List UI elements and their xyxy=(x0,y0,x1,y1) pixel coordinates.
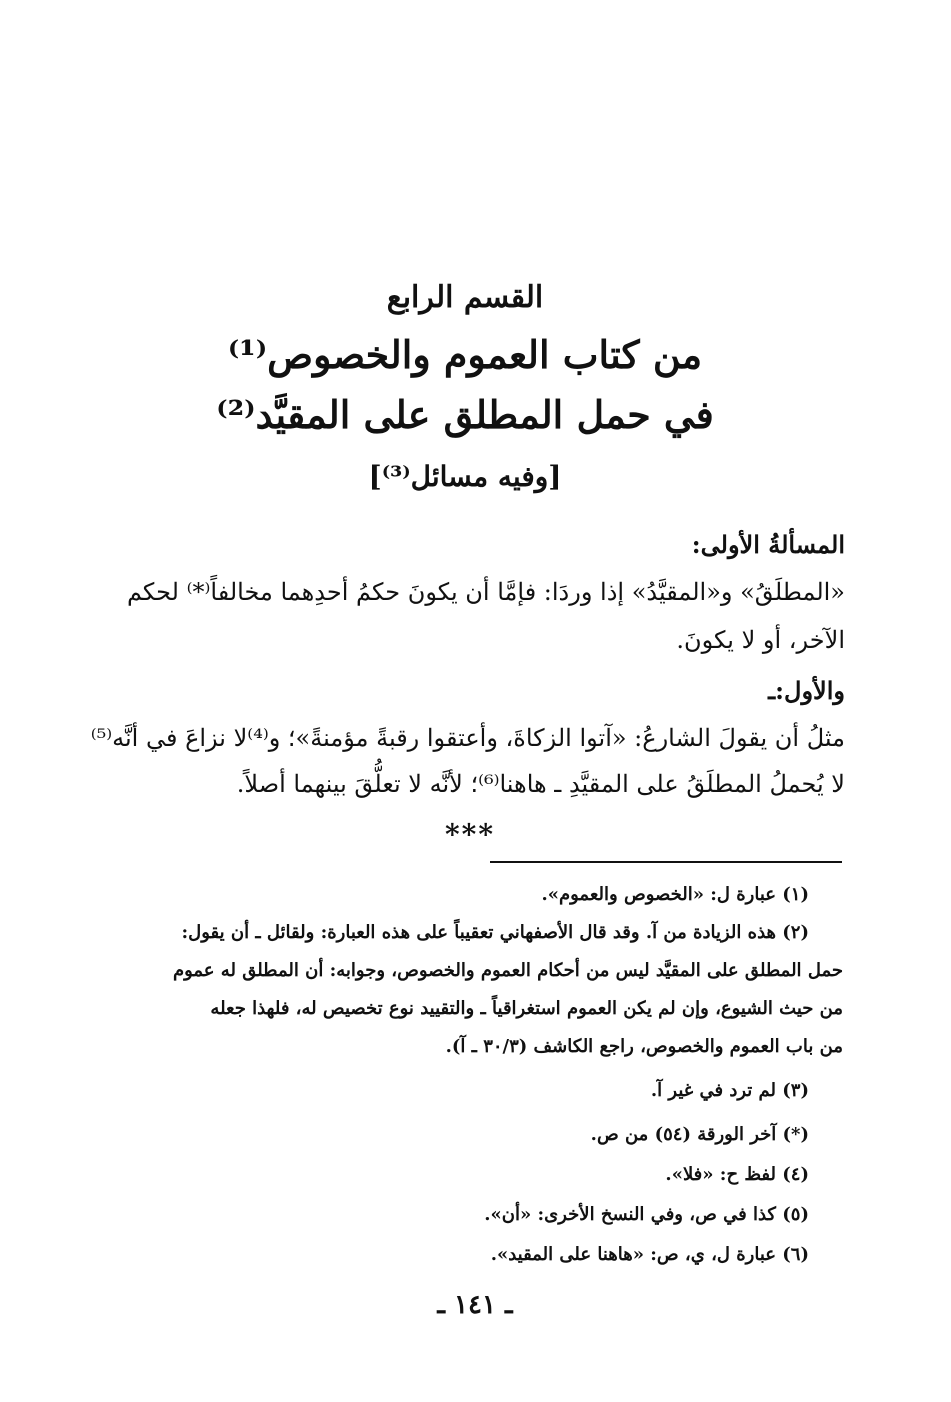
footnote: (٦) عبارة ل، ي، ص: «هاهنا على المقيد». xyxy=(490,1244,809,1265)
page-number: ـ ١٤١ ـ xyxy=(437,1290,513,1320)
issue-heading: المسألةُ الأولى: xyxy=(691,530,845,559)
footnote: (٢) هذه الزيادة من آ. وقد قال الأصفهاني تعقيباً على هذه العبارة: ولقائل ـ أن يقول: xyxy=(181,922,809,943)
footnote-continuation: من باب العموم والخصوص، راجع الكاشف (٣٠/٣ ـ آ). xyxy=(445,1036,843,1057)
issues-subtitle: [وفيه مسائل⁽³⁾] xyxy=(368,460,562,493)
footnote-continuation: من حيث الشيوع، وإن لم يكن العموم استغراقياً ـ والتقييد نوع تخصيص له، فلهذا جعله xyxy=(210,998,843,1019)
paragraph-line: لا يُحملُ المطلَقُ على المقيَّدِ ـ هاهنا⁽⁶⁾؛ لأنَّه لا تعلُّقَ بينهما أصلاً. xyxy=(236,770,845,798)
first-case-heading: والأول:ـ xyxy=(768,676,845,705)
section-separator: *** xyxy=(445,818,495,851)
footnote: (٣) لم ترد في غير آ. xyxy=(650,1080,809,1101)
footnote: (١) عبارة ل: «الخصوص والعموم». xyxy=(541,884,809,905)
footnote: (*) آخر الورقة (٥٤) من ص. xyxy=(590,1124,809,1145)
footnote: (٤) لفظ ح: «فلا». xyxy=(665,1164,809,1185)
footnote-rule xyxy=(490,861,842,863)
paragraph-line: «المطلَقُ» و«المقيَّدُ» إذا وردَا: فإمَّا أن يكونَ حكمُ أحدِهما مخالفاً⁽*⁾ لحكم xyxy=(126,578,845,606)
paragraph-line: مثلُ أن يقولَ الشارعُ: «آتوا الزكاةَ، وأعتقوا رقبةً مؤمنةً»؛ و⁽⁴⁾لا نزاعَ في أنَّه⁽⁵⁾ xyxy=(90,724,845,752)
subject-title: في حمل المطلق على المقيَّد⁽²⁾ xyxy=(216,392,714,437)
footnote: (٥) كذا في ص، وفي النسخ الأخرى: «أن». xyxy=(484,1204,809,1225)
book-title: من كتاب العموم والخصوص⁽¹⁾ xyxy=(227,332,703,377)
footnote-continuation: حمل المطلق على المقيَّد ليس من أحكام العموم والخصوص، وجوابه: أن المطلق له عموم xyxy=(172,960,843,981)
section-title: القسم الرابع xyxy=(386,280,544,315)
paragraph-line: الآخر، أو لا يكونَ. xyxy=(676,626,845,654)
